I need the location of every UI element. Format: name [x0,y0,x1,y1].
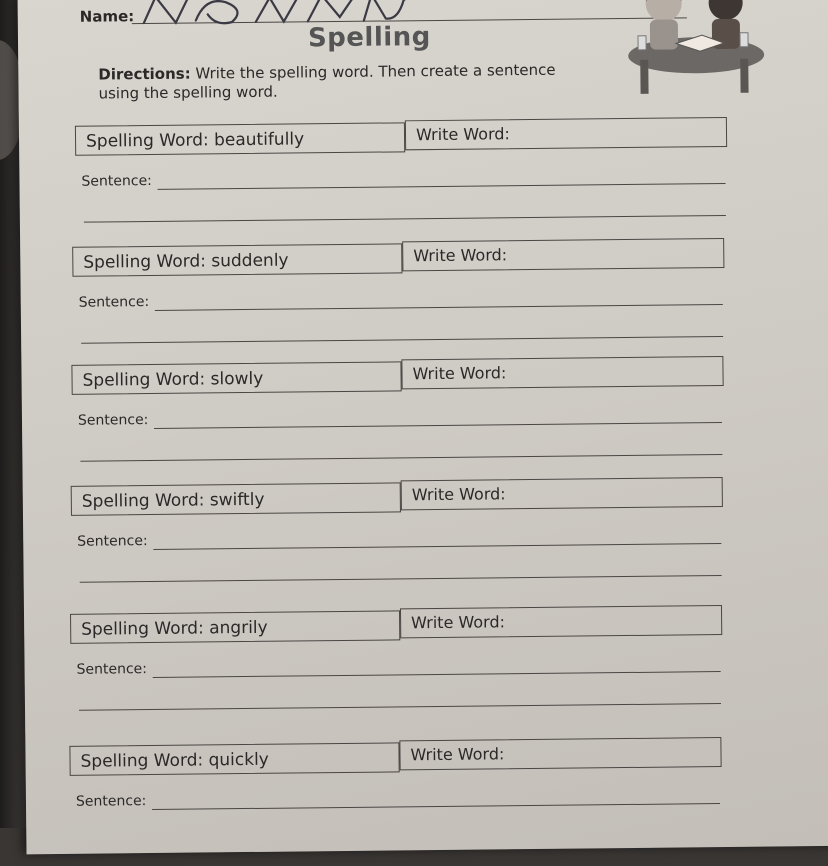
sentence-label: Sentence: [76,661,148,678]
sentence-label: Sentence: [78,294,150,311]
sentence-line[interactable] [79,703,721,711]
sentence-line[interactable] [155,304,723,311]
spelling-word-box: Spelling Word: swiftly [71,482,401,515]
sentence-line[interactable] [80,454,722,462]
sentence-line[interactable] [153,543,721,550]
sentence-line[interactable] [153,671,721,678]
sentence-label: Sentence: [75,793,147,810]
sentence-line[interactable] [80,575,722,583]
sentence-line[interactable] [81,336,723,344]
spelling-section-2 [72,240,753,367]
sentence-label: Sentence: [81,172,152,190]
spelling-section-1 [75,119,756,246]
spelling-word-box: Spelling Word: beautifully [75,122,405,155]
children-reading-at-table-icon [617,0,768,96]
directions-text: Write the spelling word. Then create a sentence using the spelling word. [98,60,556,103]
write-word-box[interactable]: Write Word: [402,238,724,271]
directions [98,60,598,103]
sentence-label: Sentence: [77,533,148,550]
write-word-box[interactable]: Write Word: [405,117,727,150]
spelling-section-4 [71,479,752,606]
worksheet-title: Spelling [307,22,431,54]
write-word-box[interactable]: Write Word: [401,356,723,389]
spelling-section-5 [70,607,751,734]
directions-label: Directions: [98,64,191,84]
name-label: Name: [79,7,135,26]
sentence-line[interactable] [154,422,722,429]
spelling-section-6 [69,739,750,866]
write-word-box[interactable]: Write Word: [399,737,721,770]
sentence-line[interactable] [152,803,720,810]
spelling-word-box: Spelling Word: suddenly [72,243,402,276]
sentence-line[interactable] [158,183,726,190]
write-word-box[interactable]: Write Word: [400,605,722,638]
spelling-word-box: Spelling Word: slowly [71,361,401,394]
sentence-label: Sentence: [77,412,149,429]
sentence-line[interactable] [84,215,726,223]
write-word-box[interactable]: Write Word: [401,477,723,510]
spelling-word-box: Spelling Word: quickly [69,742,399,775]
spelling-section-3 [71,358,752,485]
worksheet-page [18,0,828,854]
spelling-word-box: Spelling Word: angrily [70,610,400,643]
